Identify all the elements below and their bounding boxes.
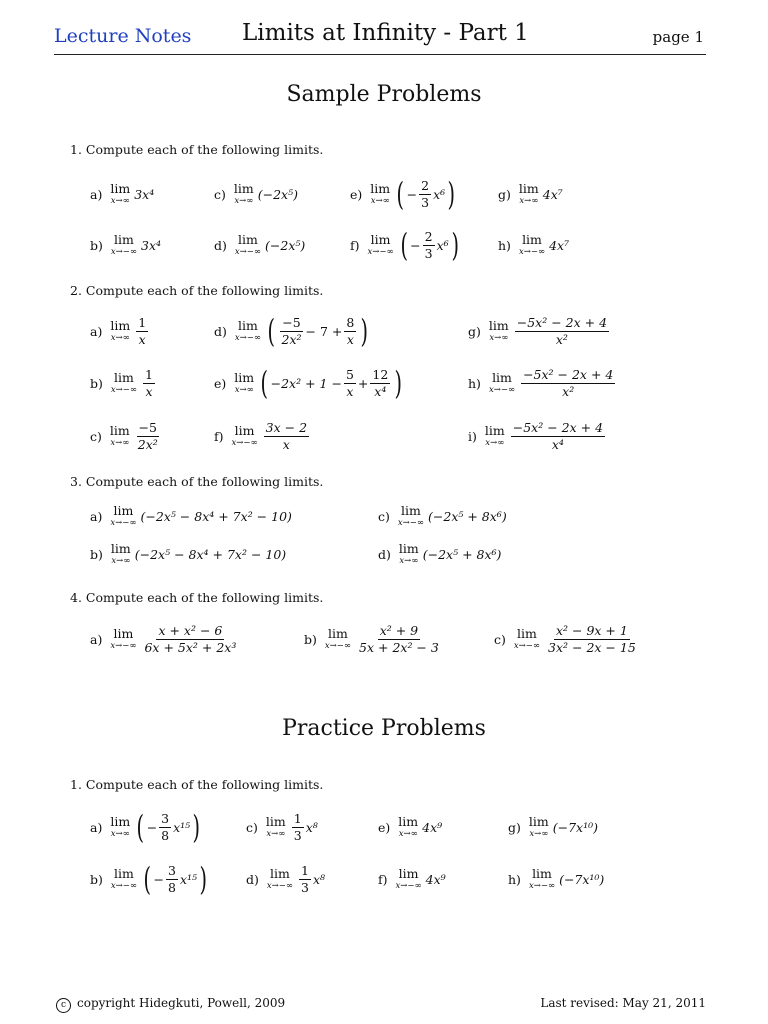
limit-operator: lim x→−∞ bbox=[234, 231, 262, 257]
limit-operator: lim x→∞ bbox=[110, 317, 131, 343]
limit-operator: lim x→−∞ bbox=[110, 231, 138, 257]
problem-3b: b) lim x→∞ (−2x⁵ − 8x⁴ + 7x² − 10) bbox=[90, 540, 287, 566]
problem-1f: f) lim x→−∞ ( − $\frac{2}{3}$ x⁶ ) bbox=[350, 226, 459, 264]
limit-operator: lim x→−∞ bbox=[518, 231, 546, 257]
limit-operator: lim x→∞ bbox=[488, 317, 509, 343]
problem-3a: a) lim x→−∞ (−2x⁵ − 8x⁴ + 7x² − 10) bbox=[90, 502, 292, 528]
limit-operator: lim x→−∞ bbox=[234, 317, 262, 343]
limit-operator: lim x→−∞ bbox=[397, 502, 425, 528]
problem-4b: b) lim x→−∞ $\frac{\text{x² + 9}}{\text{5x + 2x² − 3}}$ bbox=[304, 622, 439, 655]
problem-4-prompt: 4. Compute each of the following limits. bbox=[70, 590, 324, 605]
practice-1h: h) lim x→−∞ (−7x¹⁰) bbox=[508, 865, 605, 891]
limit-operator: lim x→∞ bbox=[233, 180, 254, 206]
problem-4c: c) lim x→−∞ $\frac{\text{x² − 9x + 1}}{\text{3x² − 2x − 15}}$ bbox=[494, 622, 636, 655]
practice-1b: b) lim x→−∞ ( − $\frac{3}{8}$ x¹⁵ ) bbox=[90, 860, 208, 898]
limit-operator: lim x→−∞ bbox=[488, 369, 516, 395]
limit-operator: lim x→−∞ bbox=[367, 231, 394, 257]
limit-operator: lim x→−∞ bbox=[395, 865, 422, 891]
practice-1e: e) lim x→∞ 4x⁹ bbox=[378, 813, 443, 839]
limit-operator: lim x→−∞ bbox=[110, 502, 137, 528]
problem-3-prompt: 3. Compute each of the following limits. bbox=[70, 474, 324, 489]
limit-operator: lim x→−∞ bbox=[528, 865, 556, 891]
limit-operator: lim x→−∞ bbox=[110, 625, 137, 651]
problem-2g: g) lim x→∞ $\frac{\text{−5x² − 2x + 4}}{\text{x²}}$ bbox=[468, 314, 608, 347]
limit-operator: lim x→−∞ bbox=[110, 865, 138, 891]
limit-operator: lim x→∞ bbox=[484, 422, 505, 448]
problem-1e: e) lim x→∞ ( − $\frac{2}{3}$ x⁶ ) bbox=[350, 175, 456, 213]
page-header bbox=[54, 18, 706, 55]
header-title: Limits at Infinity - Part 1 bbox=[242, 20, 529, 46]
limit-operator: lim x→∞ bbox=[518, 180, 539, 206]
limit-operator: lim x→∞ bbox=[110, 180, 131, 206]
limit-operator: lim x→∞ bbox=[398, 540, 419, 566]
limit-operator: lim x→∞ bbox=[110, 813, 131, 839]
footer-copyright: c copyright Hidegkuti, Powell, 2009 bbox=[56, 996, 285, 1013]
problem-3c: c) lim x→−∞ (−2x⁵ + 8x⁶) bbox=[378, 502, 507, 528]
limit-operator: lim x→∞ bbox=[234, 369, 255, 395]
practice-problem-1-prompt: 1. Compute each of the following limits. bbox=[70, 777, 324, 792]
limit-operator: lim x→−∞ bbox=[513, 625, 541, 651]
practice-1c: c) lim x→∞ $\frac{1}{3}$ x⁸ bbox=[246, 810, 318, 843]
problem-2c: c) lim x→∞ $\frac{-5}{\text{2x²}}$ bbox=[90, 419, 158, 452]
limit-operator: lim x→−∞ bbox=[266, 865, 294, 891]
limit-operator: lim x→∞ bbox=[370, 180, 391, 206]
limit-operator: lim x→−∞ bbox=[110, 369, 138, 395]
problem-1d: d) lim x→−∞ (−2x⁵) bbox=[214, 231, 306, 257]
problem-2-prompt: 2. Compute each of the following limits. bbox=[70, 283, 324, 298]
problem-2a: a) lim x→∞ $\frac{1}{x}$ bbox=[90, 314, 147, 347]
problem-1g: g) lim x→∞ 4x⁷ bbox=[498, 180, 563, 206]
practice-1a: a) lim x→∞ ( − $\frac{3}{8}$ x¹⁵ ) bbox=[90, 808, 201, 846]
practice-problems-title: Practice Problems bbox=[282, 716, 486, 741]
limit-operator: lim x→−∞ bbox=[231, 422, 258, 448]
copyright-icon: c bbox=[56, 998, 71, 1013]
limit-operator: lim x→∞ bbox=[109, 422, 130, 448]
practice-1g: g) lim x→∞ (−7x¹⁰) bbox=[508, 813, 599, 839]
problem-3d: d) lim x→∞ (−2x⁵ + 8x⁶) bbox=[378, 540, 502, 566]
limit-operator: lim x→∞ bbox=[265, 813, 286, 839]
problem-1c: c) lim x→∞ (−2x⁵) bbox=[214, 180, 298, 206]
problem-1h: h) lim x→−∞ 4x⁷ bbox=[498, 231, 570, 257]
limit-operator: lim x→−∞ bbox=[324, 625, 352, 651]
limit-operator: lim x→∞ bbox=[110, 540, 131, 566]
problem-1-prompt: 1. Compute each of the following limits. bbox=[70, 142, 324, 157]
problem-2b: b) lim x→−∞ $\frac{1}{x}$ bbox=[90, 366, 153, 399]
problem-2d: d) lim x→−∞ ( $\frac{-5}{\text{2x²}}$ − 7 + $\frac{8}{x}$ ) bbox=[214, 312, 369, 350]
limit-operator: lim x→∞ bbox=[398, 813, 419, 839]
problem-1b: b) lim x→−∞ 3x⁴ bbox=[90, 231, 162, 257]
footer-last-revised: Last revised: May 21, 2011 bbox=[540, 996, 706, 1010]
problem-1a: a) lim x→∞ 3x⁴ bbox=[90, 180, 155, 206]
practice-1f: f) lim x→−∞ 4x⁹ bbox=[378, 865, 446, 891]
practice-1d: d) lim x→−∞ $\frac{1}{3}$ x⁸ bbox=[246, 862, 326, 895]
problem-4a: a) lim x→−∞ $\frac{\text{x + x² − 6}}{\text{6x + 5x² + 2x³}}$ bbox=[90, 622, 237, 655]
limit-operator: lim x→∞ bbox=[528, 813, 549, 839]
problem-2e: e) lim x→∞ ( −2x² + 1 − $\frac{5}{x}$ + $\frac{12}{\text{x⁴}}$ ) bbox=[214, 364, 403, 402]
problem-2i: i) lim x→∞ $\frac{\text{−5x² − 2x + 4}}{\text{x⁴}}$ bbox=[468, 419, 604, 452]
sample-problems-title: Sample Problems bbox=[286, 82, 482, 107]
header-lecture-notes: Lecture Notes bbox=[54, 25, 192, 47]
header-page-number: page 1 bbox=[652, 28, 704, 46]
problem-2f: f) lim x→−∞ $\frac{3x - 2}{x}$ bbox=[214, 419, 308, 452]
problem-2h: h) lim x→−∞ $\frac{\text{−5x² − 2x + 4}}{\text{x²}}$ bbox=[468, 366, 614, 399]
